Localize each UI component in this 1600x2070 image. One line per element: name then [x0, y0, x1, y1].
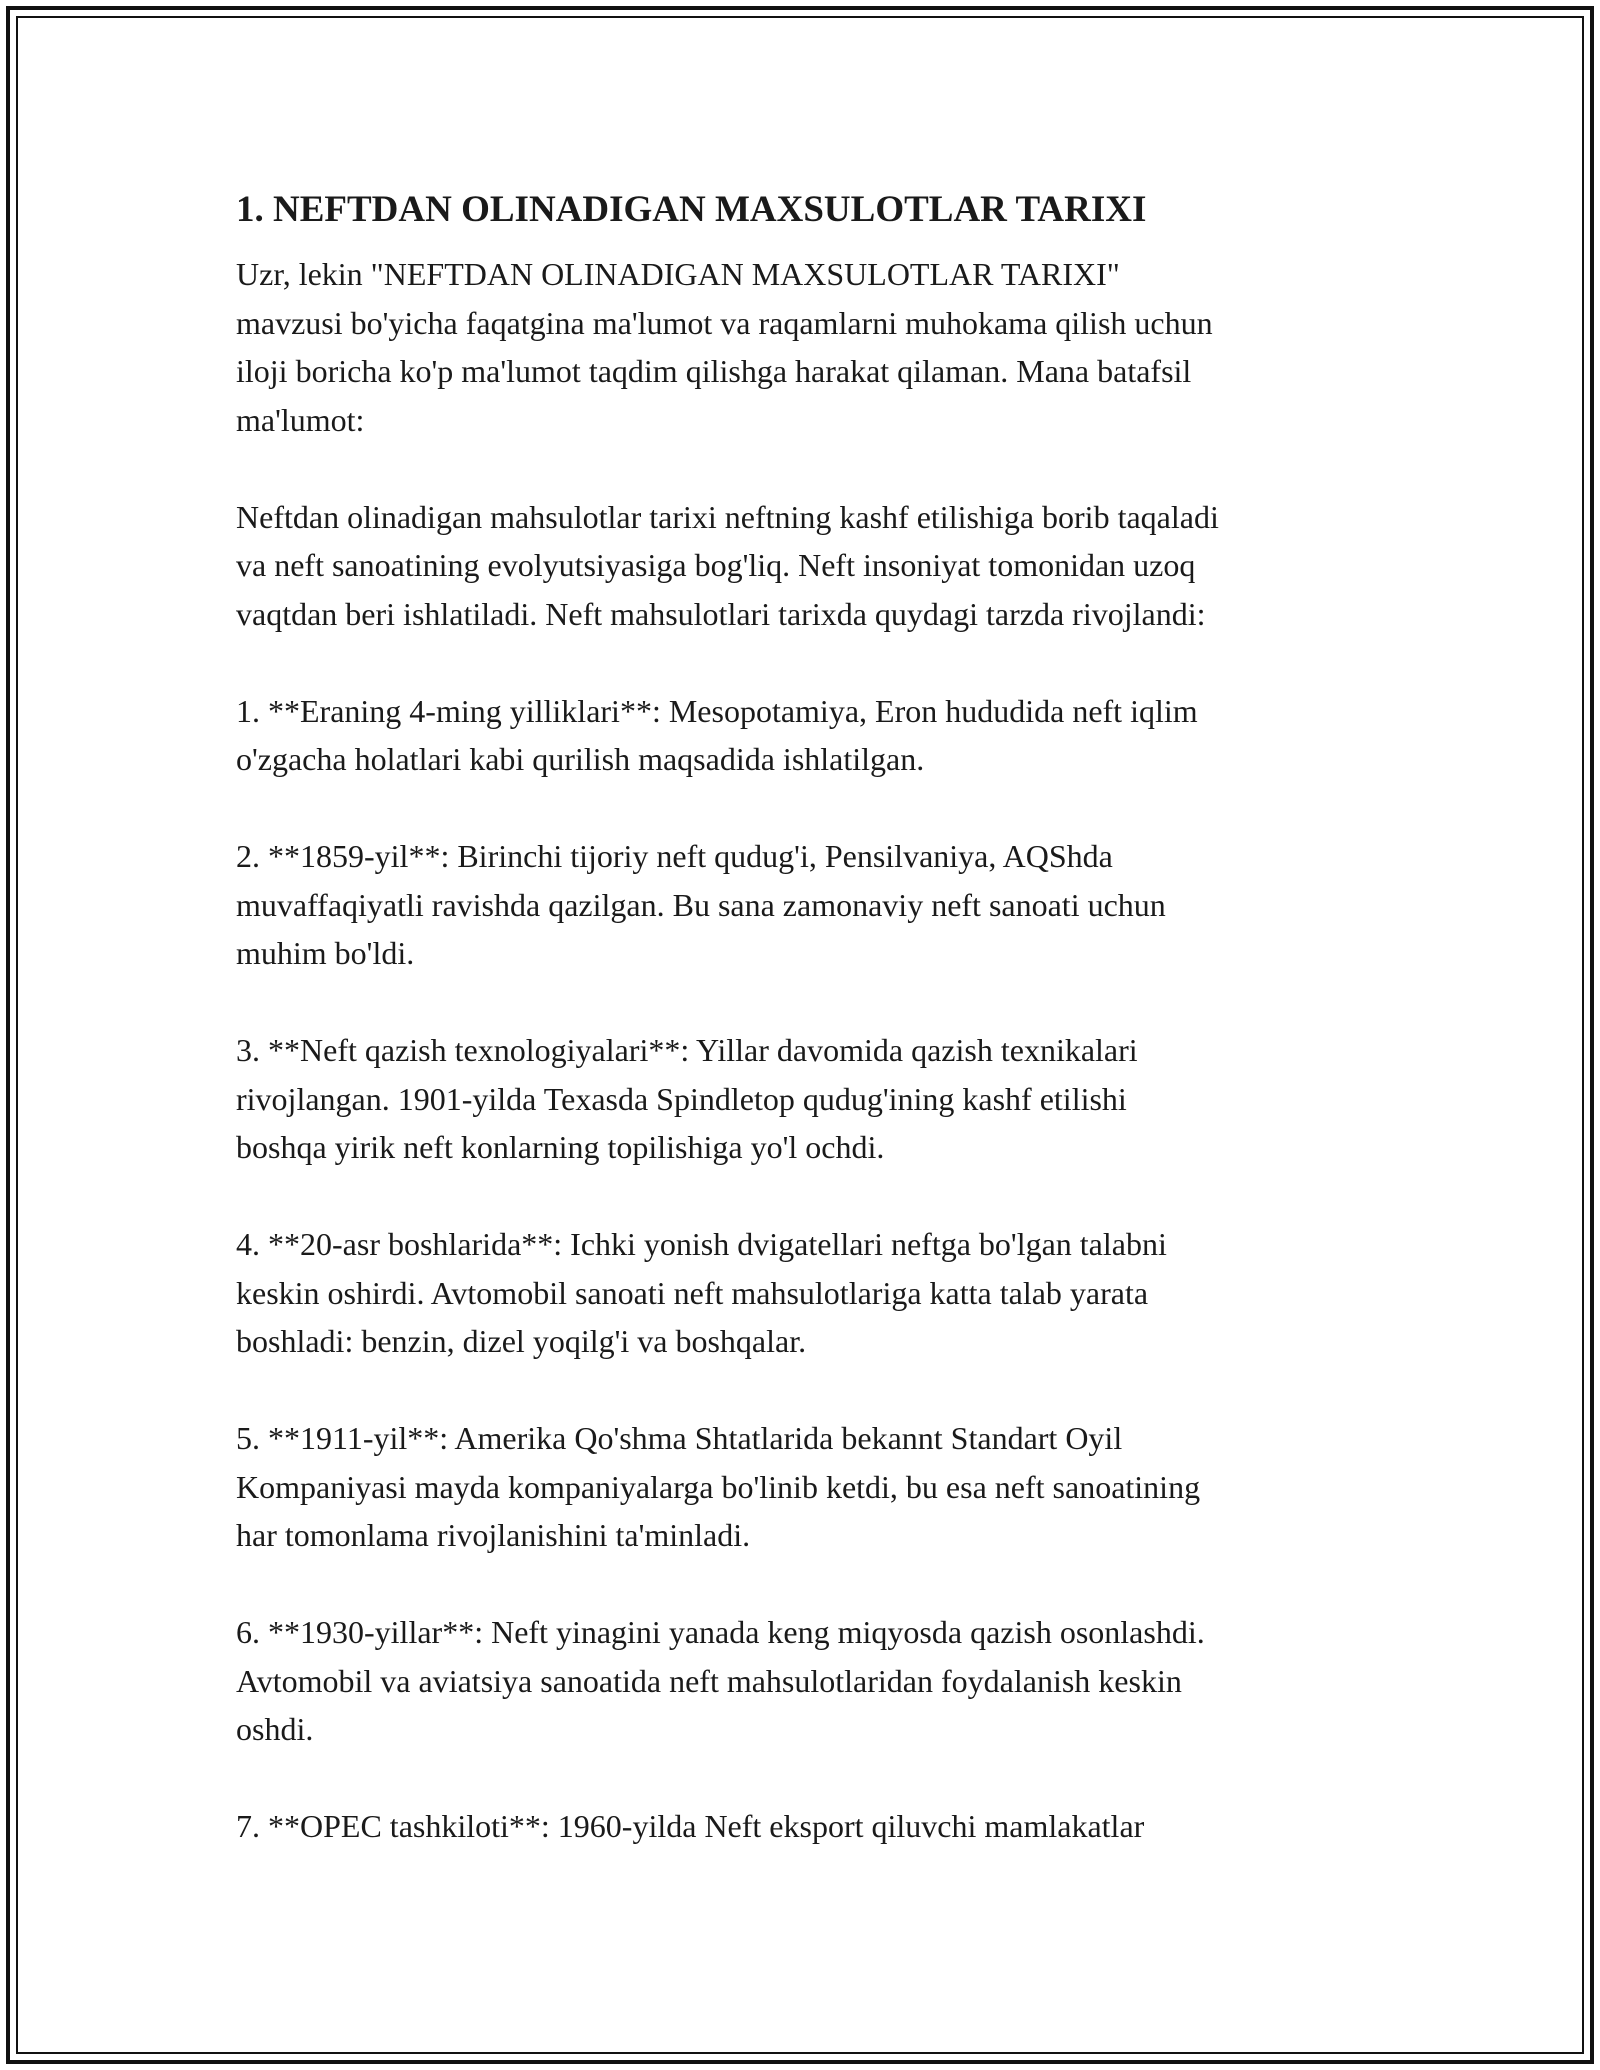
text-line: oshdi.	[236, 1711, 314, 1747]
text-line: Uzr, lekin "NEFTDAN OLINADIGAN MAXSULOTLAR TARIXI"	[236, 256, 1120, 292]
document-body	[236, 250, 1366, 1851]
text-line: 7. **OPEC tashkiloti**: 1960-yilda Neft eksport qiluvchi mamlakatlar	[236, 1808, 1145, 1844]
text-line: har tomonlama rivojlanishini ta'minladi.	[236, 1517, 751, 1553]
text-line: 6. **1930-yillar**: Neft yinagini yanada keng miqyosda qazish osonlashdi.	[236, 1614, 1205, 1650]
text-line: mavzusi bo'yicha faqatgina ma'lumot va raqamlarni muhokama qilish uchun	[236, 304, 1213, 341]
document-page	[236, 186, 1366, 1899]
text-line: 3. **Neft qazish texnologiyalari**: Yillar davomida qazish texnikalari	[236, 1032, 1138, 1068]
paragraph	[236, 832, 1366, 978]
paragraph	[236, 1220, 1366, 1366]
text-line: iloji boricha ko'p ma'lumot taqdim qilishga harakat qilaman. Mana batafsil	[236, 353, 1192, 389]
text-line: vaqtdan beri ishlatiladi. Neft mahsulotlari tarixda quydagi tarzda rivojlandi:	[236, 595, 1206, 632]
text-line: Kompaniyasi mayda kompaniyalarga bo'linib ketdi, bu esa neft sanoatining	[236, 1468, 1201, 1505]
text-line: va neft sanoatining evolyutsiyasiga bog'liq. Neft insoniyat tomonidan uzoq	[236, 547, 1196, 583]
document-title: 1. NEFTDAN OLINADIGAN MAXSULOTLAR TARIXI	[236, 189, 1147, 230]
text-line: keskin oshirdi. Avtomobil sanoati neft mahsulotlariga katta talab yarata	[236, 1274, 1149, 1311]
text-line: o'zgacha holatlari kabi qurilish maqsadida ishlatilgan.	[236, 741, 925, 777]
text-line: 4. **20-asr boshlarida**: Ichki yonish dvigatellari neftga bo'lgan talabni	[236, 1226, 1167, 1262]
paragraph	[236, 1414, 1366, 1560]
paragraph	[236, 687, 1366, 784]
text-line: Avtomobil va aviatsiya sanoatida neft mahsulotlaridan foydalanish keskin	[236, 1662, 1182, 1699]
paragraph	[236, 1608, 1366, 1754]
paragraph	[236, 493, 1366, 639]
text-line: muvaffaqiyatli ravishda qazilgan. Bu sana zamonaviy neft sanoati uchun	[236, 886, 1166, 923]
text-line: ma'lumot:	[236, 401, 365, 438]
text-line: rivojlangan. 1901-yilda Texasda Spindletop qudug'ining kashf etilishi	[236, 1080, 1127, 1117]
text-line: 5. **1911-yil**: Amerika Qo'shma Shtatlarida bekannt Standart Oyil	[236, 1420, 1123, 1456]
text-line: Neftdan olinadigan mahsulotlar tarixi neftning kashf etilishiga borib taqaladi	[236, 498, 1219, 535]
paragraph	[236, 250, 1366, 444]
text-line: boshqa yirik neft konlarning topilishiga yo'l ochdi.	[236, 1129, 885, 1165]
text-line: muhim bo'ldi.	[236, 935, 415, 971]
paragraph	[236, 1802, 1366, 1851]
text-line: 2. **1859-yil**: Birinchi tijoriy neft qudug'i, Pensilvaniya, AQShda	[236, 838, 1113, 874]
text-line: 1. **Eraning 4-ming yilliklari**: Mesopotamiya, Eron hududida neft iqlim	[236, 692, 1198, 729]
text-line: boshladi: benzin, dizel yoqilg'i va boshqalar.	[236, 1323, 807, 1359]
paragraph	[236, 1026, 1366, 1172]
